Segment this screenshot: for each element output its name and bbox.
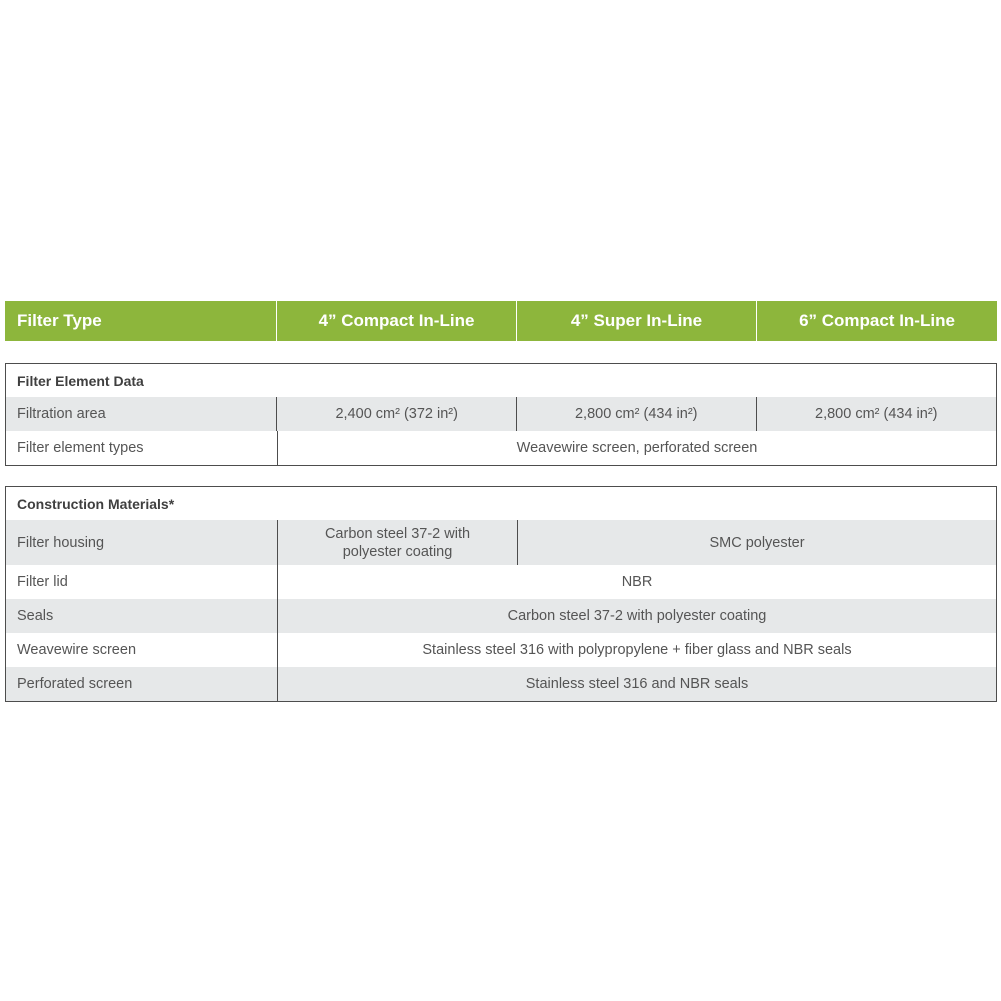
cell-value: Weavewire screen, perforated screen	[516, 440, 758, 456]
construction-materials-section	[5, 486, 997, 702]
table-row	[6, 431, 996, 465]
row-label: Seals	[6, 599, 278, 633]
cell-value: SMC polyester	[709, 534, 805, 551]
cell-value: NBR	[621, 574, 653, 590]
row-label: Filter lid	[6, 565, 278, 599]
table-header	[5, 301, 997, 341]
row-label: Filter housing	[6, 520, 278, 565]
table-row	[6, 599, 996, 633]
row-label: Weavewire screen	[6, 633, 278, 667]
table-row	[6, 667, 996, 701]
cell-value: Carbon steel 37-2 with polyester coating	[507, 608, 767, 624]
filter-element-data-section	[5, 363, 997, 466]
header-6in-compact: 6” Compact In-Line	[799, 311, 955, 330]
spec-table	[5, 301, 997, 702]
table-row	[6, 397, 996, 431]
table-row	[6, 565, 996, 599]
cell-value: 2,800 cm² (434 in²)	[815, 406, 938, 422]
section-title: Construction Materials*	[17, 495, 175, 512]
row-label: Filtration area	[6, 397, 277, 431]
header-filter-type: Filter Type	[5, 301, 277, 341]
cell-value: Carbon steel 37-2 with polyester coating	[278, 520, 518, 565]
table-row	[6, 633, 996, 667]
header-4in-super: 4” Super In-Line	[517, 301, 757, 341]
cell-value: 2,400 cm² (372 in²)	[277, 397, 517, 431]
table-row	[6, 520, 996, 565]
cell-value: 2,800 cm² (434 in²)	[517, 397, 757, 431]
row-label: Perforated screen	[6, 667, 278, 701]
header-4in-compact: 4” Compact In-Line	[277, 301, 517, 341]
section-title: Filter Element Data	[17, 372, 144, 389]
cell-value: Stainless steel 316 with polypropylene + fiber glass and NBR seals	[422, 642, 852, 658]
cell-value: Stainless steel 316 and NBR seals	[525, 676, 749, 692]
row-label: Filter element types	[6, 431, 278, 465]
